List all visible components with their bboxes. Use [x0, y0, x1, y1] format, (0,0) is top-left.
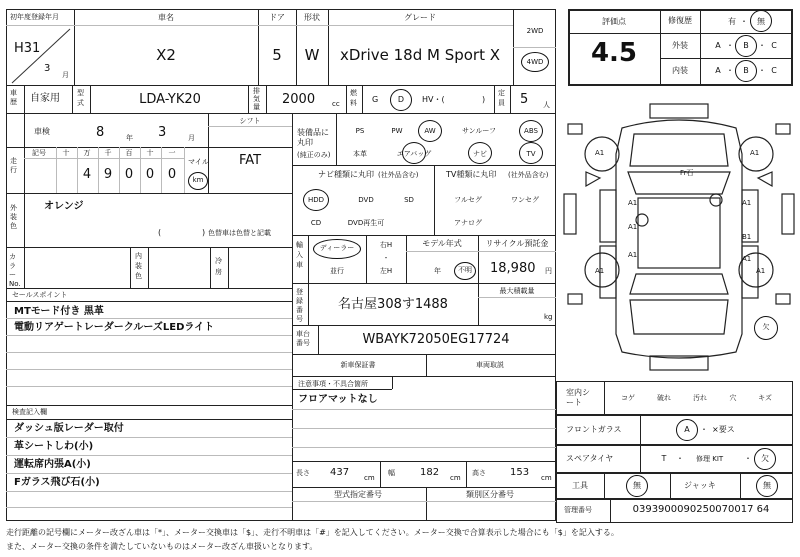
fuel-hv: HV・(	[422, 95, 445, 104]
import-dealer: ディーラー	[319, 244, 355, 252]
navi-dvd: DVD	[358, 196, 374, 204]
shape-value: W	[304, 46, 320, 64]
diagram-mark-4: A1	[628, 223, 638, 231]
color-value: オレンジ	[44, 201, 84, 212]
height-value: 153	[510, 467, 530, 478]
import-label: 輸入車	[296, 241, 303, 269]
tv-analog: アナログ	[454, 219, 482, 227]
color-no-label: カラーNo.	[9, 253, 21, 288]
shift-value: FAT	[238, 153, 262, 168]
inspector-label: 検査記入欄	[12, 408, 47, 416]
usage-value: 自家用	[30, 93, 60, 104]
length-value: 437	[330, 467, 350, 478]
import-right-h: 右H	[379, 241, 393, 249]
shape-label: 形状	[304, 13, 320, 22]
navi-sublabel: (社外品含む)	[378, 171, 419, 179]
recycle-value: 18,980	[490, 261, 536, 276]
ac-label: 冷房	[215, 257, 222, 276]
cc-unit: cc	[332, 100, 340, 108]
mileage-digit-1: 4	[82, 167, 92, 182]
equip-pw: PW	[391, 127, 403, 135]
length-label: 長さ	[296, 469, 310, 477]
max-load-unit: kg	[544, 313, 553, 321]
equipment-sublabel: (純正のみ)	[297, 151, 331, 159]
footer-line-2: また、メーター交換の条件を満たしていないものはメーター改ざん車扱いとなります。	[6, 542, 318, 551]
fuel-label: 燃料	[350, 89, 357, 107]
jack-label: ジャッキ	[684, 481, 716, 490]
model-value: LDA-YK20	[139, 92, 201, 107]
inspection-month-unit: 月	[188, 134, 195, 142]
seat-item-1: コゲ	[621, 394, 635, 402]
import-parallel: 並行	[330, 267, 344, 275]
equip-abs: ABS	[524, 127, 538, 135]
diagram-mark-8: B1	[742, 233, 752, 241]
interior-color-label: 内装色	[135, 252, 142, 280]
grade-label: グレード	[404, 13, 436, 22]
spare-label: スペアタイヤ	[566, 454, 614, 463]
mileage-symbol-label: 記号	[32, 149, 46, 157]
color-note-close: )	[202, 228, 206, 237]
inspector-line-2: 革シートしわ(小)	[14, 441, 94, 452]
tv-oneseg: ワンセグ	[511, 196, 539, 204]
length-unit: cm	[364, 474, 375, 482]
registration-value: 名古屋308す1488	[338, 297, 448, 312]
seat-item-4: 穴	[729, 394, 737, 402]
score-label: 評価点	[602, 17, 626, 26]
diagram-mark-2: A1	[750, 149, 760, 157]
max-load-label: 最大積載量	[499, 287, 535, 295]
repair-no: 無	[757, 17, 765, 26]
exterior-grade-a: A	[715, 41, 721, 50]
seat-item-5: キズ	[758, 394, 772, 402]
repair-dot: ・	[740, 17, 748, 26]
drive-4wd: 4WD	[526, 58, 544, 66]
shift-label: シフト	[239, 117, 261, 125]
reg-month-value: 3	[44, 63, 51, 74]
registration-label: 登録番号	[296, 288, 303, 323]
capacity-label: 定員	[498, 89, 505, 107]
guarantee-manual: 車両取説	[476, 361, 504, 369]
spare-t: T	[661, 454, 667, 463]
digit-header-1: 万	[83, 149, 91, 157]
doors-label: ドア	[269, 13, 285, 22]
notes-label: 注意事項・不具合箇所	[298, 380, 368, 388]
diagram-mark-9: A1	[628, 251, 638, 259]
equip-leather: 本革	[353, 150, 367, 158]
reg-year-label: 初年度登録年月	[10, 13, 59, 21]
navi-hdd: HDD	[307, 196, 325, 204]
doors-value: 5	[272, 46, 282, 64]
inspector-line-4: Fガラス飛び石(小)	[14, 477, 100, 488]
inspector-line-1: ダッシュ版レーダー取付	[14, 423, 124, 434]
spare-dot2: ・	[744, 454, 752, 463]
diagram-mark-12: 欠	[762, 323, 770, 331]
exterior-grade-c: C	[771, 41, 777, 50]
type-designation-label: 型式指定番号	[334, 490, 382, 499]
tv-label: TV種類に丸印	[446, 170, 497, 179]
digit-header-0: 十	[62, 149, 70, 157]
digit-header-2: 千	[104, 149, 112, 157]
diagram-mark-3: A1	[628, 199, 638, 207]
fuel-d: D	[397, 95, 405, 104]
mileage-label: 走行	[10, 157, 17, 174]
spare-kit: 修理 KIT	[696, 455, 724, 463]
height-unit: cm	[541, 474, 552, 482]
windshield-x: ×要ス	[712, 425, 735, 434]
diagram-mark-6: A1	[595, 267, 605, 275]
score-value: 4.5	[590, 38, 638, 68]
inspection-year-unit: 年	[126, 134, 133, 142]
exterior-dot-2: ・	[758, 41, 766, 50]
navi-dvd-play: DVD再生可	[347, 219, 385, 227]
fuel-g: G	[372, 95, 379, 104]
mgmt-label: 管理番号	[564, 506, 592, 514]
chassis-value: WBAYK72050EG17724	[362, 332, 510, 347]
displacement-label: 排気量	[253, 87, 260, 111]
width-value: 182	[420, 467, 440, 478]
import-dot: ・	[382, 254, 390, 262]
sales-points-label: セールスポイント	[12, 291, 68, 299]
color-note-open: (	[158, 228, 162, 237]
equip-navi: ナビ	[473, 150, 487, 158]
tools-value: 無	[633, 481, 641, 490]
model-year-unit: 年	[434, 267, 441, 275]
mileage-unit-km: km	[192, 176, 204, 184]
car-name-value: X2	[156, 46, 176, 64]
tv-sublabel: (社外品含む)	[508, 171, 549, 179]
inspection-year-value: 8	[96, 125, 105, 140]
footer-line-1: 走行距離の記号欄にメーター改ざん車は「*」、メーター交換車は「$」、走行不明車は「#」を記入してください。メーター交換で合算表示した場合にも「$」を記入する。	[6, 528, 619, 537]
inspection-month-value: 3	[158, 125, 167, 140]
spare-dot: ・	[676, 454, 684, 463]
repair-label: 修復歴	[668, 16, 692, 25]
digit-header-4: 十	[146, 149, 154, 157]
reg-year-value: H31	[14, 41, 41, 56]
interior-grade-a: A	[715, 66, 721, 75]
displacement-value: 2000	[282, 92, 316, 107]
height-label: 高さ	[472, 469, 486, 477]
class-designation-label: 類別区分番号	[466, 490, 514, 499]
equip-ps: PS	[355, 127, 365, 135]
diagram-mark-5: A1	[742, 199, 752, 207]
guarantee-new-car: 新車保証書	[340, 361, 376, 369]
car-name-label: 車名	[158, 13, 174, 22]
navi-label: ナビ種類に丸印	[318, 170, 374, 179]
seat-item-3: 汚れ	[693, 394, 707, 402]
exterior-label: 外装	[672, 41, 688, 50]
navi-sd: SD	[404, 196, 414, 204]
fuel-close: )	[482, 95, 486, 104]
diagram-mark-1: A1	[595, 149, 605, 157]
seat-item-2: 破れ	[657, 394, 671, 402]
interior-label: 内装	[672, 66, 688, 75]
capacity-unit: 人	[543, 101, 550, 109]
model-year-unknown: 不明	[458, 266, 472, 274]
sales-point-line-1: MTモード付き 黒革	[14, 306, 104, 317]
width-label: 幅	[388, 469, 395, 477]
drive-2wd: 2WD	[526, 27, 544, 35]
model-year-label: モデル年式	[422, 239, 462, 248]
chassis-label: 車台番号	[296, 330, 310, 347]
mileage-digit-4: 0	[145, 167, 155, 182]
mileage-digit-5: 0	[167, 167, 177, 182]
mgmt-value: 0393900090250070017 64	[632, 504, 770, 515]
digit-header-3: 百	[125, 149, 133, 157]
tools-label: 工具	[572, 481, 588, 490]
equipment-label: 装備品に丸印	[297, 128, 329, 147]
jack-value: 無	[763, 481, 771, 490]
equip-aw: AW	[424, 127, 436, 135]
equip-sunroof: サンルーフ	[461, 127, 497, 135]
notes-value: フロアマットなし	[298, 394, 378, 405]
interior-grade-b: B	[743, 66, 749, 75]
reg-month-unit: 月	[62, 71, 69, 79]
navi-cd: CD	[310, 219, 322, 227]
equip-tv: TV	[526, 150, 536, 158]
mileage-unit-mile: マイル	[188, 158, 209, 166]
color-label: 外装色	[10, 204, 17, 230]
diagram-mark-10: A1	[742, 255, 752, 263]
repair-yes: 有	[728, 17, 736, 26]
digit-header-5: 一	[168, 149, 176, 157]
capacity-value: 5	[520, 92, 529, 107]
equip-airbag: エアバッグ	[396, 150, 432, 158]
grade-value: xDrive 18d M Sport X	[339, 46, 501, 64]
exterior-grade-b: B	[743, 41, 749, 50]
spare-none: 欠	[761, 454, 769, 463]
diagram-mark-11: Fr石	[680, 169, 694, 177]
inspection-label: 車検	[34, 127, 50, 136]
sales-point-line-2: 電動リアゲートレーダークルーズLEDライト	[14, 322, 215, 333]
inspector-line-3: 運転席内張A(小)	[14, 459, 91, 470]
mileage-digit-3: 0	[124, 167, 134, 182]
width-unit: cm	[450, 474, 461, 482]
import-left-h: 左H	[379, 267, 393, 275]
windshield-dot: ・	[700, 425, 708, 434]
color-note: 色替車は色替と記載	[208, 229, 271, 237]
recycle-label: リサイクル預託金	[485, 239, 549, 248]
exterior-dot-1: ・	[726, 41, 734, 50]
interior-grade-c: C	[771, 66, 777, 75]
windshield-label: フロントガラス	[566, 425, 622, 434]
diagram-mark-7: A1	[756, 267, 766, 275]
model-label: 型式	[77, 89, 84, 107]
recycle-unit: 円	[545, 267, 552, 275]
interior-seat-label: 室内シート	[566, 388, 590, 407]
mileage-digit-2: 9	[103, 167, 113, 182]
usage-label: 車歴	[10, 89, 17, 106]
interior-dot-1: ・	[726, 66, 734, 75]
interior-dot-2: ・	[758, 66, 766, 75]
tv-fullseg: フルセグ	[454, 196, 482, 204]
windshield-a: A	[684, 425, 690, 434]
